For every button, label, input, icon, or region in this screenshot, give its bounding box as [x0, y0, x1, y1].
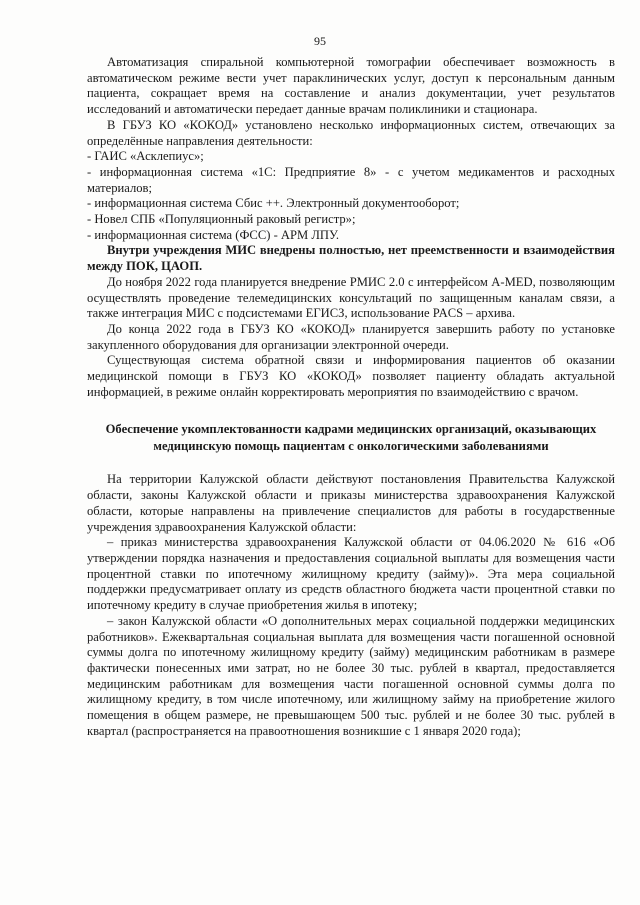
paragraph: На территории Калужской области действуют постановления Правительства Калужской области, законы Калужской области и приказы министерства здравоохранения Калужской области, которые направлены на привлечение специалистов для работы в государственные учреждения здравоохранения Калужской области: [87, 472, 615, 534]
paragraph: Существующая система обратной связи и информирования пациентов об оказании медицинской помощи в ГБУЗ КО «КОКОД» позволяет пациенту обладать актуальной информацией, в режиме онлайн корректировать мероприятия по взаимодействию с врачом. [87, 353, 615, 399]
list-item: - информационная система «1С: Предприятие 8» - с учетом медикаментов и расходных материалов; [87, 164, 615, 195]
paragraph: В ГБУЗ КО «КОКОД» установлено несколько информационных систем, отвечающих за определённые направления деятельности: [87, 117, 615, 148]
paragraph: – закон Калужской области «О дополнительных мерах социальной поддержки медицинских работников». Ежеквартальная социальная выплата для возмещения части погашенной основной суммы долга по ипотечному жилищному кредиту (займу) медицинским работникам в размере фактически понесенных ими затрат, но не более 30 тыс. рублей в квартал, предоставляется медицинским работникам для возмещения части погашенной основной суммы долга по жилищному кредиту, в том числе ипотечному, или жилищному займу на приобретение жилого помещения в общем размере, не превышающем 500 тыс. рублей и не более 30 тыс. рублей в квартал (распространяется на правоотношения возникшие с 1 января 2020 года); [87, 613, 615, 738]
bold-paragraph: Внутри учреждения МИС внедрены полностью, нет преемственности и взаимодействия между ПОК, ЦАОП. [87, 243, 615, 274]
page-number: 95 [314, 34, 326, 48]
paragraph: – приказ министерства здравоохранения Калужской области от 04.06.2020 № 616 «Об утверждении порядка назначения и предоставления социальной выплаты для возмещения части процентной ставки по ипотечному жилищному кредиту (займу)». Эта мера социальной поддержки предусматривает оплату из средств областного бюджета части процентной ставки по ипотечному кредиту в случае приобретения жилья в ипотеку; [87, 535, 615, 613]
list-item: - Новел СПБ «Популяционный раковый регистр»; [87, 212, 356, 227]
list-item: - ГАИС «Асклепиус»; [87, 149, 204, 164]
document-body [87, 55, 615, 739]
paragraph: До ноября 2022 года планируется внедрение РМИС 2.0 с интерфейсом A-MED, позволяющим осуществлять проведение телемедицинских консультаций по защищенным каналам связи, а также интеграция МИС с подсистемами ЕГИСЗ, использование PACS – архива. [87, 274, 615, 321]
list-item: - информационная система Сбис ++. Электронный документооборот; [87, 196, 460, 211]
paragraph: Автоматизация спиральной компьютерной томографии обеспечивает возможность в автоматическом режиме вести учет параклинических услуг, доступ к персональным данным пациента, сокращает время на составление и анализ документации, учет результатов исследований и автоматически передает данные врачам поликлиники и стационара. [87, 55, 615, 117]
paragraph: До конца 2022 года в ГБУЗ КО «КОКОД» планируется завершить работу по установке закупленного оборудования для организации электронной очереди. [87, 321, 615, 352]
section-heading: Обеспечение укомплектованности кадрами медицинских организаций, оказывающих медицинскую помощь пациентам с онкологическими заболеваниями [105, 422, 597, 454]
list-item: - информационная система (ФСС) - АРМ ЛПУ. [87, 227, 339, 242]
